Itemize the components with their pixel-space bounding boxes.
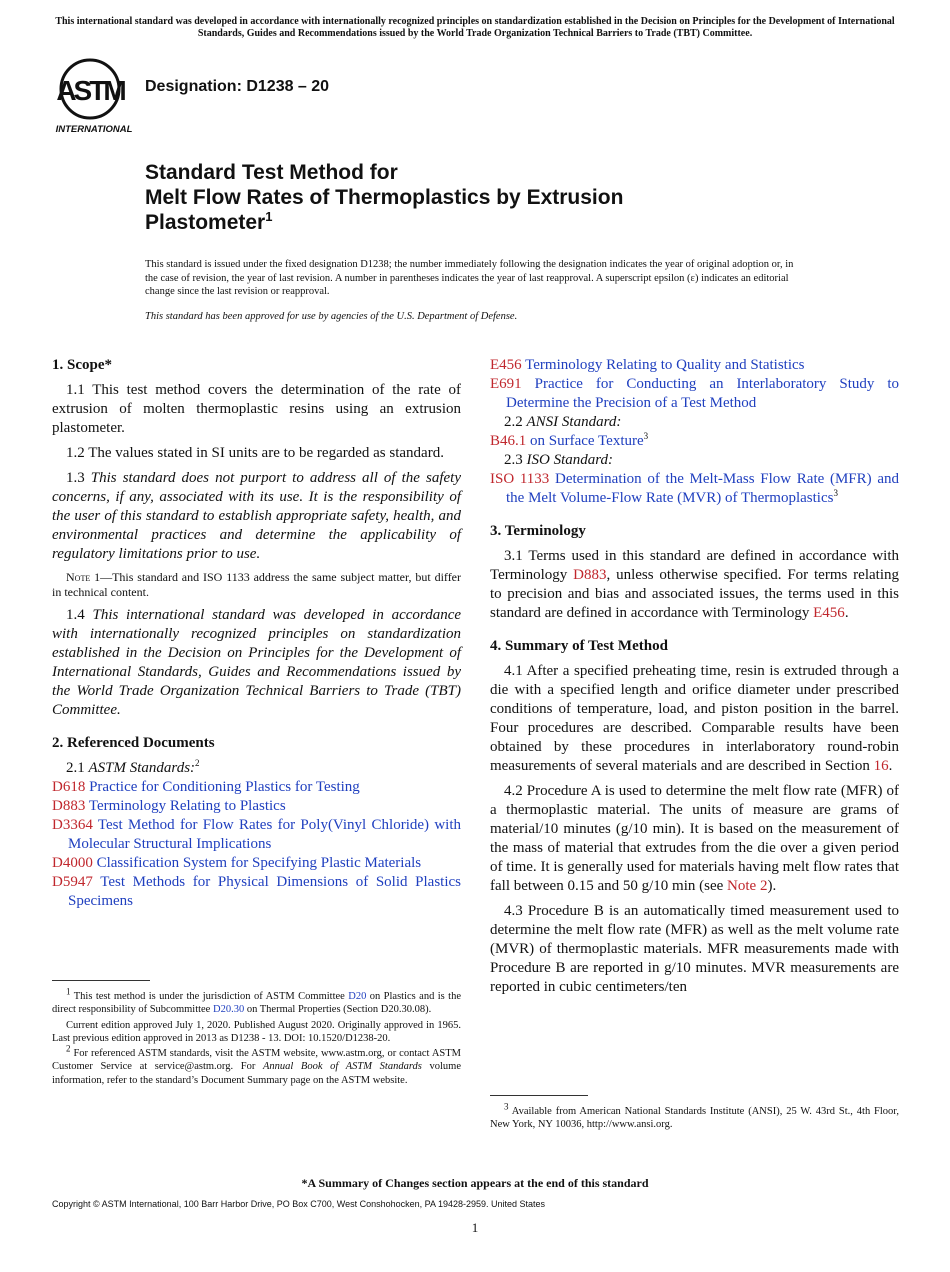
terminology-3-1: 3.1 Terms used in this standard are defined in accordance with Terminology D883, unless otherwise specified. For terms relating to precision and bias and associated issues, the terms used in this standard are defined in accordance with Terminology E456. [490, 548, 899, 621]
link-note-2[interactable]: Note 2 [727, 878, 768, 894]
summary-of-changes-note: *A Summary of Changes section appears at the end of this standard [301, 1176, 649, 1190]
scope-1-2: 1.2 The values stated in SI units are to be regarded as standard. [66, 445, 444, 461]
footnote-divider-left [52, 980, 150, 981]
ref-b46-1[interactable]: B46.1 on Surface Texture$^3$ [490, 431, 649, 449]
issue-note: This standard is issued under the fixed designation D1238; the number immediately following the designation indicates the year of original adoption or, in the case of revision, the year of last revision. A number in parentheses indicates the year of last reapproval. A superscript epsilon (ε) indicates an editorial change since the last revision or reapproval. [145, 259, 794, 297]
link-d20[interactable]: D20 [348, 991, 367, 1002]
note-1: Note 1—This standard and ISO 1133 address the same subject matter, but differ in technical content. [52, 570, 462, 599]
right-column [490, 356, 899, 1003]
section-heading-referenced-documents: 2. Referenced Documents [52, 735, 215, 751]
summary-4-3: 4.3 Procedure B is an automatically timed measurement used to determine the melt flow rate (MFR) as well as the melt volume rate (MVR) of thermoplastic materials. MFR measurements made with Procedure B are reported in g/10 minutes. MVR measurements are reported in cubic centimeters/ten [490, 903, 899, 995]
link-e456[interactable]: E456 [813, 605, 845, 621]
ref-d5947[interactable]: D5947 Test Methods for Physical Dimensions of Solid Plastics Specimens [52, 874, 461, 909]
footnotes-left [52, 986, 462, 1089]
approval-note: This standard has been approved for use by agencies of the U.S. Department of Defense. [145, 311, 518, 322]
ansi-standard-label: 2.2 ANSI Standard: [504, 414, 622, 430]
astm-logo [54, 56, 134, 134]
ref-e691[interactable]: E691 Practice for Conducting an Interlaboratory Study to Determine the Precision of a Test Method [490, 376, 899, 411]
link-d20-30[interactable]: D20.30 [212, 1004, 245, 1016]
summary-4-2: 4.2 Procedure A is used to determine the melt flow rate (MFR) of a thermoplastic material. The units of measure are grams of material/10 minutes (g/10 min). It is based on the measurement of the mass of material that extrudes from the die over a given period of time. It is generally used for materials having melt flow rates that fall between 0.15 and 50 g/10 min (see Note 2). [490, 783, 899, 894]
footnote-1: $^1$ This test method is under the jurisdiction of ASTM Committee D20 on Plastics and is the direct responsibility of Subcommittee D20.30 on Thermal Properties (Section D20.30.08). [52, 986, 461, 1016]
document-title: Standard Test Method for Melt Flow Rates of Thermoplastics by Extrusion Plastometer$^1$ [145, 161, 624, 234]
footnote-3: $^3$ Available from American National Standards Institute (ANSI), 25 W. 43rd St., 4th Floor, New York, NY 10036, http://www.ansi.org. [490, 1101, 900, 1131]
left-column [52, 356, 461, 911]
ref-d883[interactable]: D883 Terminology Relating to Plastics [52, 798, 286, 814]
svg-text:INTERNATIONAL: INTERNATIONAL [55, 124, 133, 134]
ref-d3364[interactable]: D3364 Test Method for Flow Rates for Poly(Vinyl Chloride) with Molecular Structural Implications [52, 817, 462, 852]
designation: Designation: D1238 – 20 [145, 78, 330, 95]
footnotes-right [490, 1101, 900, 1134]
scope-1-4: 1.4 This international standard was developed in accordance with internationally recognized principles on standardization established in the Decision on Principles for the Development of International Standards, Guides and Recommendations issued by the World Trade Organization Technical Barriers to Trade (TBT) Committee. [52, 607, 462, 718]
scope-1-1: 1.1 This test method covers the determination of the rate of extrusion of molten thermoplastic resins using an extrusion plastometer. [52, 382, 461, 436]
section-heading-terminology: 3. Terminology [490, 523, 586, 539]
astm-standards-label: 2.1 ASTM Standards:$^2$ [66, 758, 200, 776]
svg-text:ASTM: ASTM [56, 75, 124, 106]
section-heading-scope: 1. Scope* [52, 357, 112, 373]
copyright: Copyright © ASTM International, 100 Barr Harbor Drive, PO Box C700, West Conshohocken, PA 19428-2959. United States [52, 1199, 546, 1209]
summary-4-1: 4.1 After a specified preheating time, resin is extruded through a die with a specified length and orifice diameter under prescribed conditions of temperature, load, and piston position in the barrel. Four procedures are described. Comparable results have been obtained by these procedures in interlaboratory round-robin measurements of several materials and are described in Section 16. [490, 663, 899, 774]
page-number: 1 [471, 1220, 479, 1235]
section-heading-summary: 4. Summary of Test Method [490, 638, 668, 654]
top-notice: This international standard was developed in accordance with internationally recognized principles on standardization established in the Decision on Principles for the Development of International Standards, Guides and Recommendations issued by the World Trade Organization Technical Barriers to Trade (TBT) Committee. [55, 16, 895, 39]
footnote-1-edition: Current edition approved July 1, 2020. Published August 2020. Originally approved in 1965. Last previous edition approved in 2013 as D1238 - 13. DOI: 10.1520/D1238-20. [52, 1019, 461, 1044]
link-d883[interactable]: D883 [573, 567, 607, 583]
ref-e456[interactable]: E456 Terminology Relating to Quality and Statistics [490, 357, 805, 373]
ref-d618[interactable]: D618 Practice for Conditioning Plastics for Testing [52, 779, 360, 795]
link-section-16[interactable]: 16 [873, 758, 889, 774]
footnote-divider-right [490, 1095, 588, 1096]
footnote-2: $^2$ For referenced ASTM standards, visit the ASTM website, www.astm.org, or contact ASTM Customer Service at service@astm.org. For Annual Book of ASTM Standards volume information, refer to the standard’s Document Summary page on the ASTM website. [52, 1043, 462, 1086]
ref-iso-1133[interactable]: ISO 1133 Determination of the Melt-Mass Flow Rate (MFR) and the Melt Volume-Flow Rate (MVR) of Thermoplastics$^3$ [490, 471, 899, 506]
ref-d4000[interactable]: D4000 Classification System for Specifying Plastic Materials [52, 855, 422, 871]
iso-standard-label: 2.3 ISO Standard: [504, 452, 614, 468]
scope-1-3: 1.3 This standard does not purport to address all of the safety concerns, if any, associated with its use. It is the responsibility of the user of this standard to establish appropriate safety, health, and environmental practices and determine the applicability of regulatory limitations prior to use. [52, 470, 461, 562]
